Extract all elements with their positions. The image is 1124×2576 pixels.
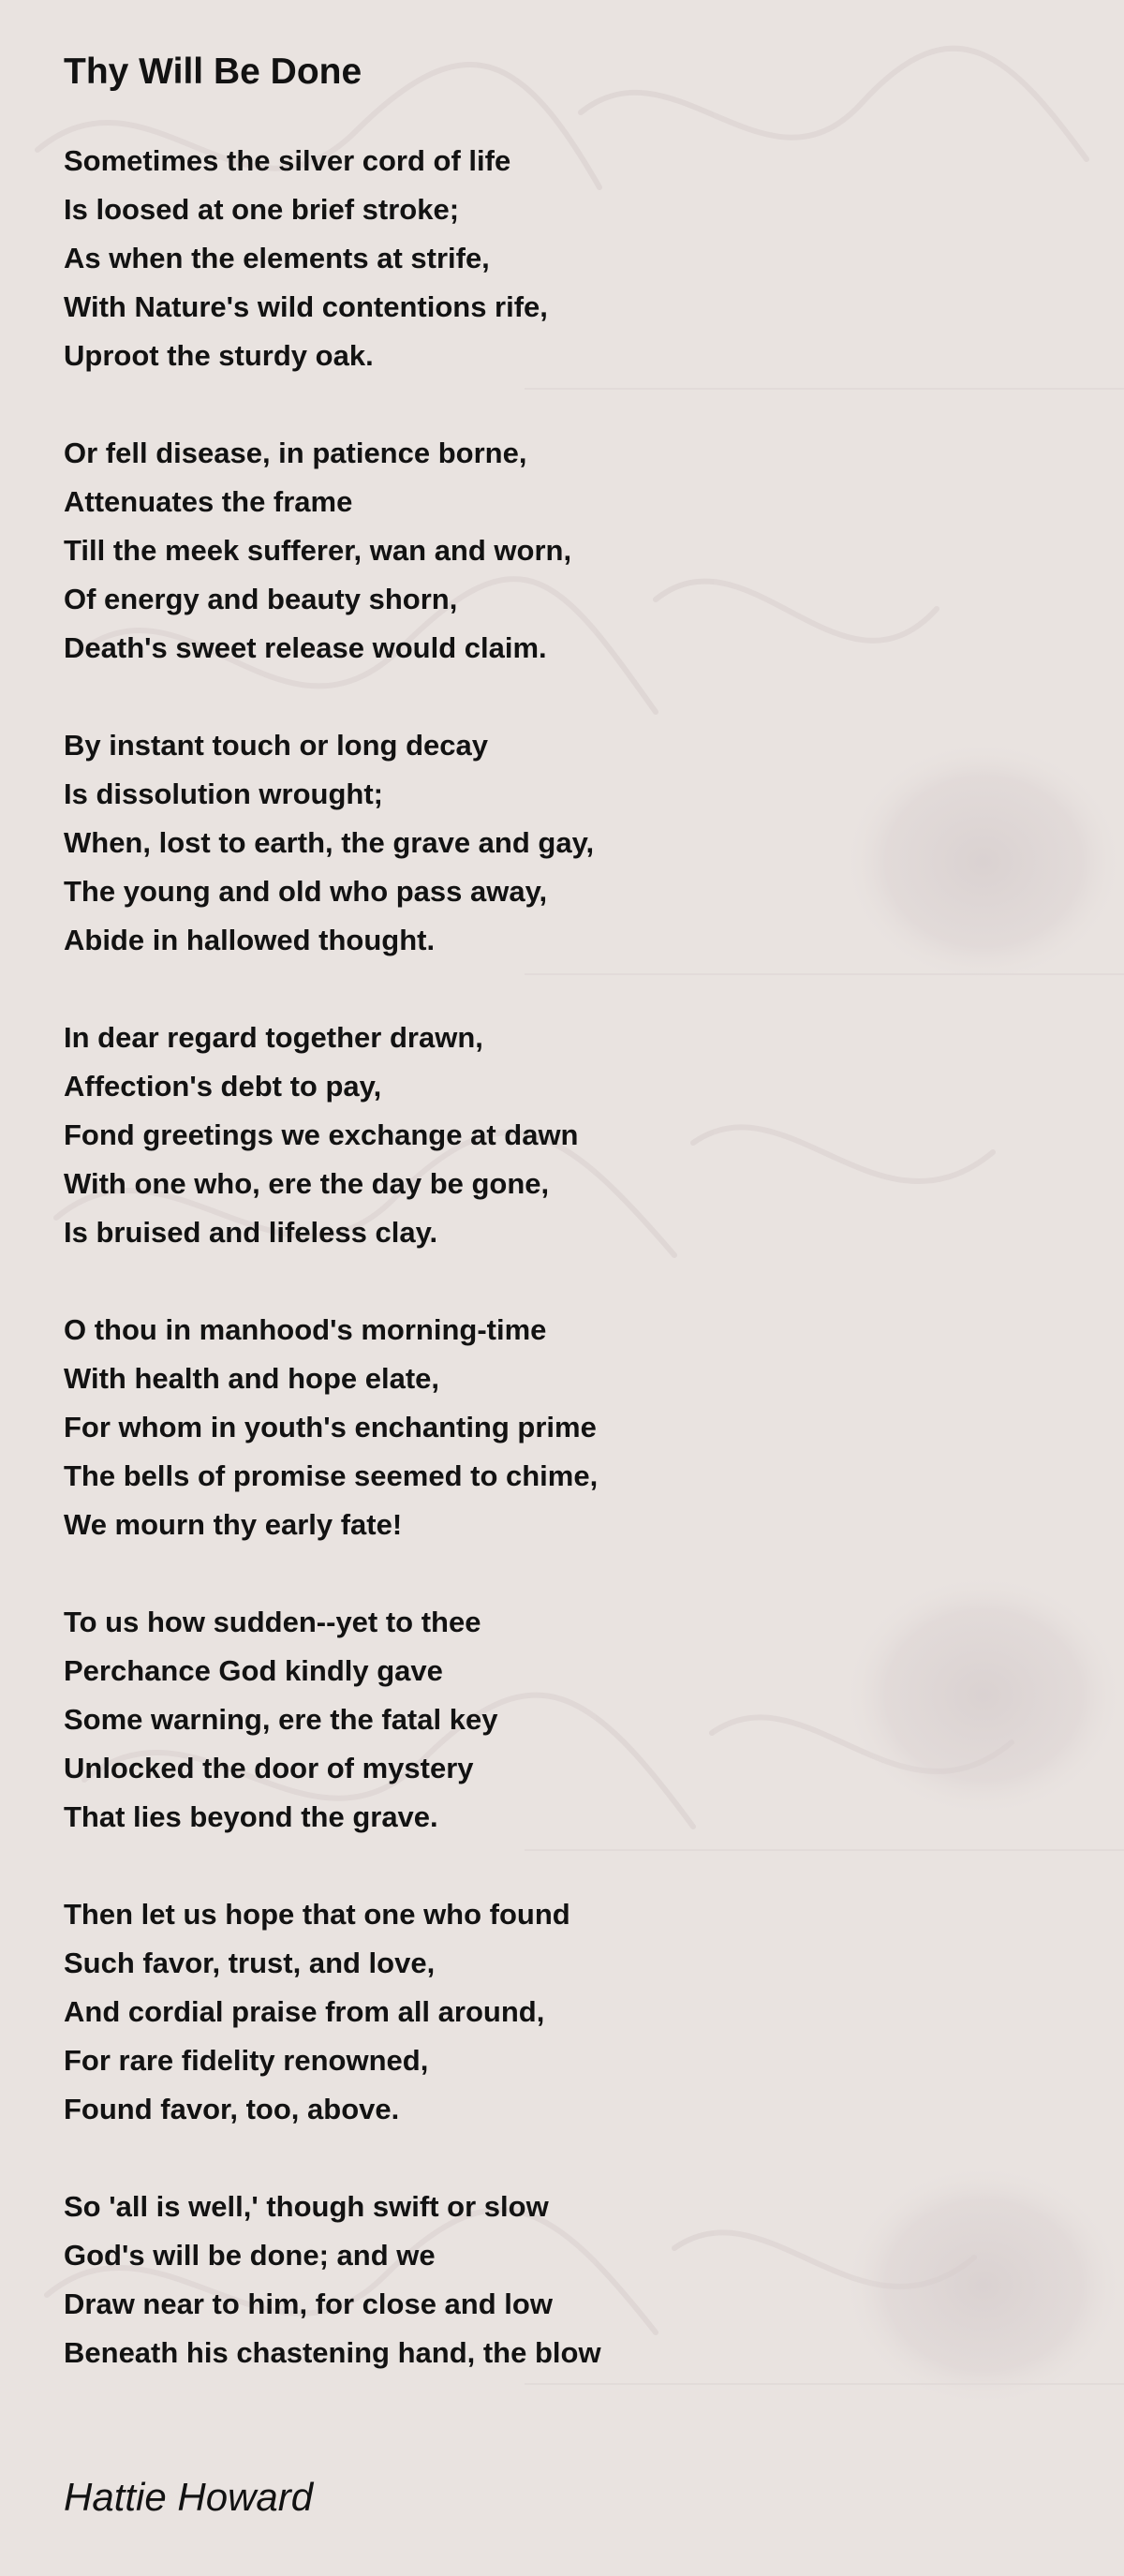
poem-line: Uproot the sturdy oak. xyxy=(64,339,374,372)
poem-line: Such favor, trust, and love, xyxy=(64,1947,436,1979)
poem-line: Sometimes the silver cord of life xyxy=(64,144,511,177)
poem-line: Then let us hope that one who found xyxy=(64,1898,570,1931)
poem-line: Or fell disease, in patience borne, xyxy=(64,437,527,469)
poem-line: To us how sudden--yet to thee xyxy=(64,1606,481,1638)
poem-line: As when the elements at strife, xyxy=(64,242,490,274)
poem-line: Is dissolution wrought; xyxy=(64,777,383,810)
poem-line: God's will be done; and we xyxy=(64,2239,436,2272)
stanza xyxy=(64,1890,1057,2134)
poem-line: Till the meek sufferer, wan and worn, xyxy=(64,534,572,567)
poem-container xyxy=(64,49,1057,2426)
poem-line: Perchance God kindly gave xyxy=(64,1654,443,1687)
stanza xyxy=(64,2183,1057,2377)
poem-line: Death's sweet release would claim. xyxy=(64,631,547,664)
poem-line: So 'all is well,' though swift or slow xyxy=(64,2190,549,2223)
stanza xyxy=(64,721,1057,965)
poem-line: Fond greetings we exchange at dawn xyxy=(64,1118,579,1151)
poem-line: With Nature's wild contentions rife, xyxy=(64,290,548,323)
poem-line: For whom in youth's enchanting prime xyxy=(64,1411,597,1443)
poem-line: Found favor, too, above. xyxy=(64,2093,400,2125)
poem-line: For rare fidelity renowned, xyxy=(64,2044,429,2077)
poem-line: With one who, ere the day be gone, xyxy=(64,1167,550,1200)
poem-line: Draw near to him, for close and low xyxy=(64,2287,553,2320)
stanza xyxy=(64,137,1057,380)
poem-line: When, lost to earth, the grave and gay, xyxy=(64,826,595,859)
poem-line: Abide in hallowed thought. xyxy=(64,924,436,956)
poem-line: Is loosed at one brief stroke; xyxy=(64,193,460,226)
poem-line: Attenuates the frame xyxy=(64,485,353,518)
poem-line: In dear regard together drawn, xyxy=(64,1021,483,1054)
poem-line: The young and old who pass away, xyxy=(64,875,548,908)
stanza xyxy=(64,429,1057,673)
poem-line: With health and hope elate, xyxy=(64,1362,440,1395)
stanza xyxy=(64,1306,1057,1549)
stanza xyxy=(64,1014,1057,1257)
poem-line: Beneath his chastening hand, the blow xyxy=(64,2336,601,2369)
poem-author: Hattie Howard xyxy=(64,2475,314,2519)
poem-line: Some warning, ere the fatal key xyxy=(64,1703,498,1736)
poem-line: By instant touch or long decay xyxy=(64,729,488,762)
poem-line: O thou in manhood's morning-time xyxy=(64,1313,547,1346)
poem-line: And cordial praise from all around, xyxy=(64,1995,545,2028)
poem-line: We mourn thy early fate! xyxy=(64,1508,403,1541)
poem-line: Of energy and beauty shorn, xyxy=(64,583,458,615)
poem-title: Thy Will Be Done xyxy=(64,52,362,92)
poem-body xyxy=(64,137,1057,2377)
poem-line: Unlocked the door of mystery xyxy=(64,1752,474,1784)
poem-line: The bells of promise seemed to chime, xyxy=(64,1459,599,1492)
poem-line: Affection's debt to pay, xyxy=(64,1070,382,1103)
poem-line: That lies beyond the grave. xyxy=(64,1800,438,1833)
poem-line: Is bruised and lifeless clay. xyxy=(64,1216,438,1249)
stanza xyxy=(64,1598,1057,1842)
